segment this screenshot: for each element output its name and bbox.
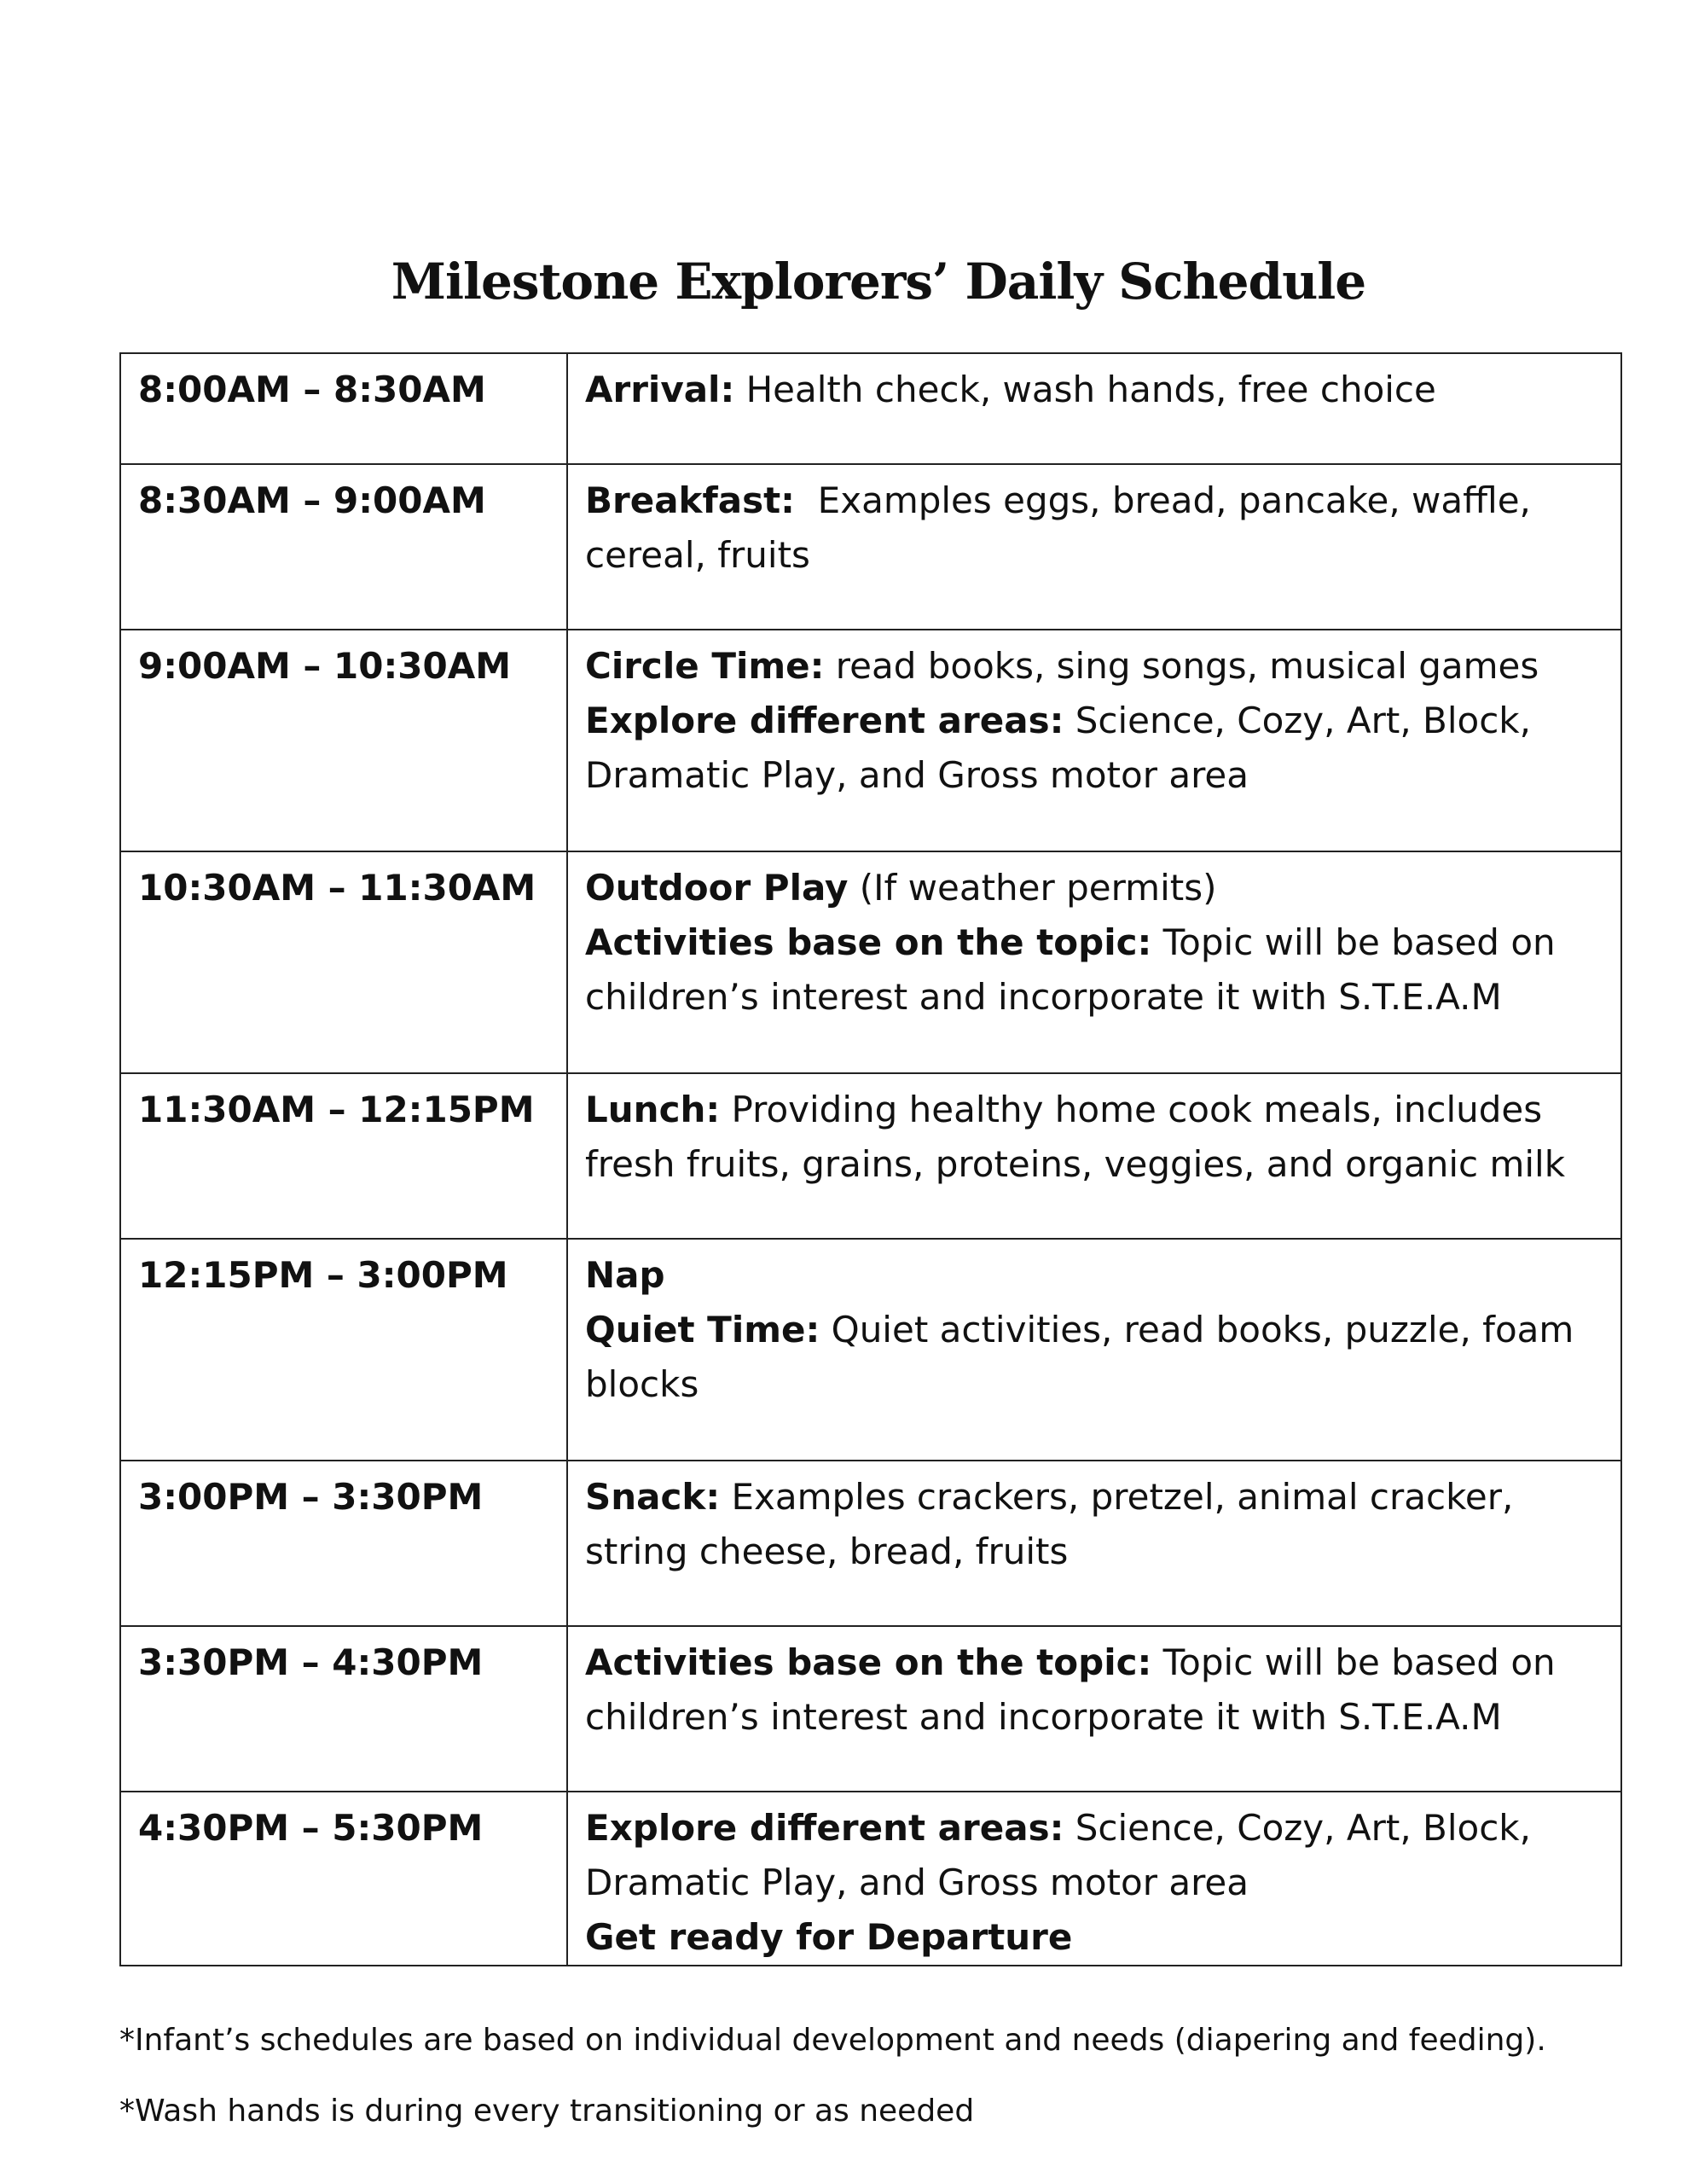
activity-label: Breakfast: <box>585 479 795 521</box>
activity-text: children’s interest and incorporate it with S.T.E.A.M <box>585 1696 1502 1738</box>
activity-text: Topic will be based on <box>1151 1641 1556 1683</box>
time-slot: 3:30PM – 4:30PM <box>120 1626 567 1792</box>
activity-text: Topic will be based on <box>1151 921 1556 963</box>
activity-line <box>585 1635 1603 1690</box>
activity-text: cereal, fruits <box>585 534 810 576</box>
schedule-row <box>120 851 1621 1073</box>
footnote: *Wash hands is during every transitioning or as needed <box>119 2094 975 2129</box>
activity-line <box>585 1470 1603 1525</box>
page-title: Milestone Explorers’ Daily Schedule <box>391 253 1366 311</box>
schedule-row <box>120 630 1621 851</box>
activity-description <box>567 1461 1621 1626</box>
activity-text: read books, sing songs, musical games <box>824 645 1539 687</box>
activity-description <box>567 851 1621 1073</box>
schedule-table <box>119 352 1622 1966</box>
schedule-row <box>120 1461 1621 1626</box>
activity-text: Dramatic Play, and Gross motor area <box>585 754 1249 796</box>
activity-label: Quiet Time: <box>585 1309 820 1350</box>
activity-line <box>585 1303 1603 1357</box>
activity-description <box>567 1073 1621 1239</box>
activity-line <box>585 1856 1603 1910</box>
activity-text: fresh fruits, grains, proteins, veggies, and organic milk <box>585 1143 1566 1185</box>
activity-description <box>567 1792 1621 1966</box>
schedule-row <box>120 1073 1621 1239</box>
activity-line <box>585 1801 1603 1856</box>
activity-label: Outdoor Play <box>585 867 849 909</box>
time-slot: 8:30AM – 9:00AM <box>120 464 567 630</box>
activity-line <box>585 970 1603 1025</box>
activity-label: Snack: <box>585 1476 721 1518</box>
activity-line <box>585 1690 1603 1745</box>
activity-description <box>567 1239 1621 1461</box>
activity-line <box>585 1083 1603 1137</box>
activity-text: Examples eggs, bread, pancake, waffle, <box>794 479 1531 521</box>
time-slot: 11:30AM – 12:15PM <box>120 1073 567 1239</box>
activity-line <box>585 1357 1603 1412</box>
activity-description <box>567 630 1621 851</box>
activity-text: Science, Cozy, Art, Block, <box>1064 1807 1531 1849</box>
activity-line <box>585 748 1603 803</box>
schedule-row <box>120 1792 1621 1966</box>
activity-text: Dramatic Play, and Gross motor area <box>585 1862 1249 1903</box>
activity-label: Activities base on the topic: <box>585 1641 1152 1683</box>
time-slot: 8:00AM – 8:30AM <box>120 353 567 464</box>
activity-text: blocks <box>585 1363 699 1405</box>
activity-label: Circle Time: <box>585 645 825 687</box>
schedule-row <box>120 353 1621 464</box>
schedule-body <box>120 353 1621 1966</box>
activity-line <box>585 639 1603 694</box>
footnote: *Infant’s schedules are based on individual development and needs (diapering and feeding). <box>119 2023 1546 2058</box>
activity-label: Explore different areas: <box>585 700 1064 741</box>
time-slot: 12:15PM – 3:00PM <box>120 1239 567 1461</box>
activity-line <box>585 694 1603 748</box>
activity-line <box>585 915 1603 970</box>
activity-line <box>585 528 1603 583</box>
time-slot: 4:30PM – 5:30PM <box>120 1792 567 1966</box>
activity-description <box>567 464 1621 630</box>
activity-text: (If weather permits) <box>848 867 1217 909</box>
activity-description <box>567 1626 1621 1792</box>
schedule-row <box>120 1239 1621 1461</box>
activity-label: Nap <box>585 1254 665 1296</box>
activity-line <box>585 861 1603 915</box>
activity-description <box>567 353 1621 464</box>
activity-text: string cheese, bread, fruits <box>585 1531 1069 1572</box>
activity-label: Get ready for Departure <box>585 1916 1073 1958</box>
activity-text: Examples crackers, pretzel, animal cracker, <box>720 1476 1514 1518</box>
activity-label: Lunch: <box>585 1089 721 1130</box>
activity-line <box>585 1137 1603 1192</box>
activity-text: Science, Cozy, Art, Block, <box>1064 700 1531 741</box>
activity-line <box>585 1525 1603 1579</box>
activity-text: Quiet activities, read books, puzzle, foam <box>820 1309 1574 1350</box>
time-slot: 9:00AM – 10:30AM <box>120 630 567 851</box>
time-slot: 3:00PM – 3:30PM <box>120 1461 567 1626</box>
activity-line <box>585 1248 1603 1303</box>
activity-label: Activities base on the topic: <box>585 921 1152 963</box>
activity-line <box>585 363 1603 417</box>
activity-text: Health check, wash hands, free choice <box>734 369 1436 410</box>
activity-label: Arrival: <box>585 369 735 410</box>
activity-line <box>585 1910 1603 1965</box>
activity-text: Providing healthy home cook meals, includes <box>720 1089 1543 1130</box>
activity-text: children’s interest and incorporate it with S.T.E.A.M <box>585 976 1502 1018</box>
schedule-row <box>120 1626 1621 1792</box>
activity-line <box>585 473 1603 528</box>
activity-label: Explore different areas: <box>585 1807 1064 1849</box>
schedule-row <box>120 464 1621 630</box>
time-slot: 10:30AM – 11:30AM <box>120 851 567 1073</box>
